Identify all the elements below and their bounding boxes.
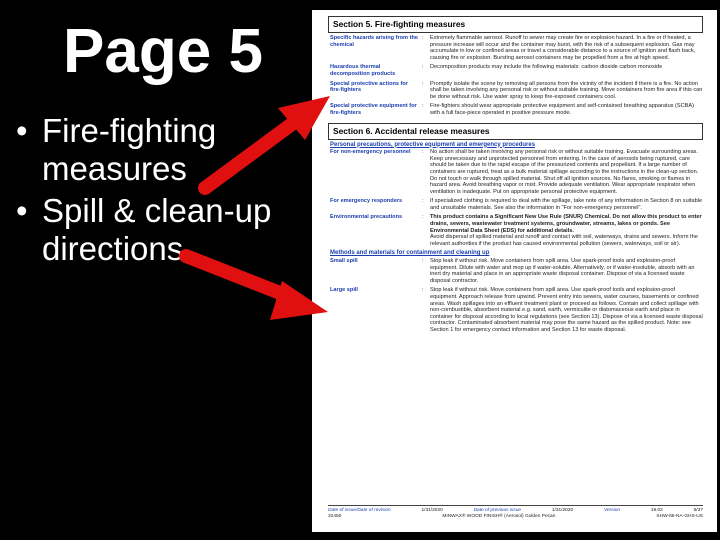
arrow-to-section5 [205, 96, 330, 188]
footer-page: 5/37 [693, 508, 703, 513]
footer-label-date: Date of issue/Date of revision [328, 508, 391, 513]
snur-notice: This product contains a Significant New Use Rule (SNUR) Chemical. Do not allow this product to enter drains, sewers, wastewater treatment systems, groundwater, streams, lakes or ponds. See Environmental Data Sheet (EDS) for additional details. [430, 214, 702, 234]
row-text: Extremely flammable aerosol. Runoff to sewer may create fire or explosion hazard. In a fire or if heated, a pressure increase will occur and the container may burst, with the risk of a subsequent explosion. Gas may accumulate in low or confined areas or travel a considerable distance to a source of ignition and flash back, causing fire or explosion. Bursting aerosol containers may be propelled from a fire at high speed. [430, 35, 696, 61]
row-specific-hazards: Specific hazards arising from the chemical : Extremely flammable aerosol. Runoff to sewer may create fire or explosion hazard. In a fire or if heated, a pressure increase will occur and the container may burst, with the risk of a subsequent explosion. Gas may accumulate in low or confined areas or travel a considerable distance to a source of ignition and flash back, causing fire or explosion. Bursting aerosol containers may be propelled from a fire at high speed. [330, 35, 703, 61]
row-environmental: Environmental precautions : This product contains a Significant New Use Rule (SNUR) Chemical. Do not allow this product to enter drains, sewers, wastewater treatment systems, groundwater, streams, lakes or ponds. See Environmental Data Sheet (EDS) for additional details. Avoid dispersal of spilled material and runoff and contact with soil, waterways, drains and sewers. Inform the relevant authorities if the product has caused environmental pollution (sewers, waterways, soil or air). [330, 214, 702, 247]
footer-version: 19.02 [650, 508, 663, 513]
row-thermal-decomposition: Hazardous thermal decomposition products : Decomposition products may include the following materials: carbon dioxide carbon monoxide [330, 64, 703, 77]
row-text: Promptly isolate the scene by removing all persons from the vicinity of the incident if there is a fire. No action shall be taken involving any personal risk or without suitable training. Move containers from fire area if this can be done without risk. Use water spray to keep fire-exposed containers cool. [430, 80, 703, 100]
row-label: Environmental precautions [330, 214, 403, 221]
row-label: Special protective actions for fire-fighters [330, 80, 409, 94]
containment-subheading: Methods and materials for containment and cleaning up [330, 250, 490, 257]
environmental-text: Avoid dispersal of spilled material and runoff and contact with soil, waterways, drains and sewers. Inform the relevant authorities if the product has caused environmental pollution (sewers, waterways, soil or air). [430, 234, 698, 247]
row-text: If specialized clothing is required to deal with the spillage, take note of any information in Section 8 on suitable and unsuitable materials. See also the information in "For non-emergency personnel". [430, 198, 703, 211]
row-large-spill: Large spill : Stop leak if without risk. Move containers from spill area. Use spark-proof tools and explosion-proof equipment. Approach release from upwind. Prevent entry into sewers, water courses, basements or confined areas. Wash spillages into an effluent treatment plant or proceed as follows. Contain and collect spillage with non-combustible, absorbent material e.g. sand, earth, vermiculite or diatomaceous earth and place in container for disposal according to local regulations (see Section 13). Dispose of via a licensed waste disposal contractor. Contaminated absorbent material may pose the same hazard as the spilled product. Note: see Section 1 for emergency contact information and Section 13 for waste disposal. [330, 287, 703, 333]
row-label: Specific hazards arising from the chemical [330, 35, 418, 48]
section5-heading: Section 5. Fire-fighting measures [328, 16, 703, 33]
slide-title: Page 5 [63, 17, 263, 86]
row-emergency-responders: For emergency responders : If specialized clothing is required to deal with the spillage, take note of any information in Section 8 on suitable and unsuitable materials. See also the information in "For non-emergency personnel". [330, 198, 703, 211]
footer-date: 1/31/2020 [421, 508, 443, 513]
row-text: Stop leak if without risk. Move containers from spill area. Use spark-proof tools and explosion-proof equipment. Approach release from upwind. Prevent entry into sewers, water courses, basements or confined areas. Wash spillages into an effluent treatment plant or proceed as follows. Contain and collect spillage with non-combustible, absorbent material e.g. sand, earth, vermiculite or diatomaceous earth and place in container for disposal according to local regulations (see Section 13). Dispose of via a licensed waste disposal contractor. Contaminated absorbent material may pose the same hazard as the spilled product. Note: see Section 1 for emergency contact information and Section 13 for waste disposal. [430, 287, 703, 333]
footer-sds: SHW-85-NA-GHS-US [656, 514, 703, 519]
arrow-to-section6 [186, 256, 328, 320]
footer-label-version: Version [603, 508, 621, 513]
footer-code: 32450 [328, 514, 342, 519]
row-label: Small spill [330, 258, 358, 265]
row-protective-equipment: Special protective equipment for fire-fighters : Fire-fighters should wear appropriate protective equipment and self-contained breathing apparatus (SCBA) with a full face-piece operated in positive pressure mode. [330, 103, 703, 116]
footer-label-previous: Date of previous issue [473, 508, 522, 513]
section6-subheading: Personal precautions, protective equipment and emergency procedures [330, 141, 536, 148]
row-label: For non-emergency personnel [330, 149, 411, 156]
footer-previous: 1/31/2020 [551, 508, 574, 513]
row-label: Special protective equipment for fire-fighters [330, 103, 417, 116]
row-text: Fire-fighters should wear appropriate protective equipment and self-contained breathing apparatus (SCBA) with a full face-piece operated in positive pressure mode. [430, 103, 694, 116]
row-non-emergency: For non-emergency personnel : No action shall be taken involving any personal risk or without suitable training. Evacuate surrounding areas. Keep unnecessary and unprotected personnel from entering. In the case of aerosols being ruptured, care should be taken due to the rapid escape of the pressurized contents and propellant. If a large number of containers are ruptured, treat as a bulk material spillage according to the instructions in the clean-up section. Do not touch or walk through spilled material. Shut off all ignition sources. No flares, smoking or flames in hazard area. Avoid breathing vapor or mist. Provide adequate ventilation. Wear appropriate respirator when ventilation is inadequate. Put on appropriate personal protective equipment. [330, 149, 703, 195]
row-text: Decomposition products may include the following materials: carbon dioxide carbon monoxide [430, 64, 663, 71]
bullet-spill-cleanup: • Spill & clean-up directions [16, 192, 316, 268]
row-label: Large spill [330, 287, 358, 294]
row-small-spill: Small spill : Stop leak if without risk. Move containers from spill area. Use spark-proof tools and explosion-proof equipment. Dilute with water and mop up if water-soluble. Alternatively, or if water-insoluble, absorb with an inert dry material and place in an appropriate waste disposal container. Dispose of via a licensed waste disposal contractor. [330, 258, 703, 284]
footer-product: MINWAX® WOOD FINISH® (Aerosol) Golden Pecan [442, 514, 556, 519]
row-text: No action shall be taken involving any personal risk or without suitable training. Evacuate surrounding areas. Keep unnecessary and unprotected personnel from entering. In the case of aerosols being ruptured, care should be taken due to the rapid escape of the pressurized contents and propellant. If a large number of containers are ruptured, treat as a bulk material spillage according to the instructions in the clean-up section. Do not touch or walk through spilled material. Shut off all ignition sources. No flares, smoking or flames in hazard area. Avoid breathing vapor or mist. Provide adequate ventilation. Wear appropriate respirator when ventilation is inadequate. Put on appropriate personal protective equipment. [430, 149, 699, 195]
row-label: Hazardous thermal decomposition products [330, 64, 396, 77]
row-label: For emergency responders [330, 198, 403, 205]
row-protective-actions: Special protective actions for fire-fighters : Promptly isolate the scene by removing all persons from the vicinity of the incident if there is a fire. No action shall be taken involving any personal risk or without suitable training. Move containers from fire area if this can be done without risk. Use water spray to keep fire-exposed containers cool. [330, 80, 703, 100]
bullet-fire-fighting: • Fire-fighting measures [16, 112, 316, 188]
section6-heading: Section 6. Accidental release measures [328, 123, 703, 140]
row-text: Stop leak if without risk. Move containers from spill area. Use spark-proof tools and explosion-proof equipment. Dilute with water and mop up if water-soluble. Alternatively, or if water-insoluble, absorb with an inert dry material and place in an appropriate waste disposal container. Dispose of via a licensed waste disposal contractor. [430, 258, 695, 284]
